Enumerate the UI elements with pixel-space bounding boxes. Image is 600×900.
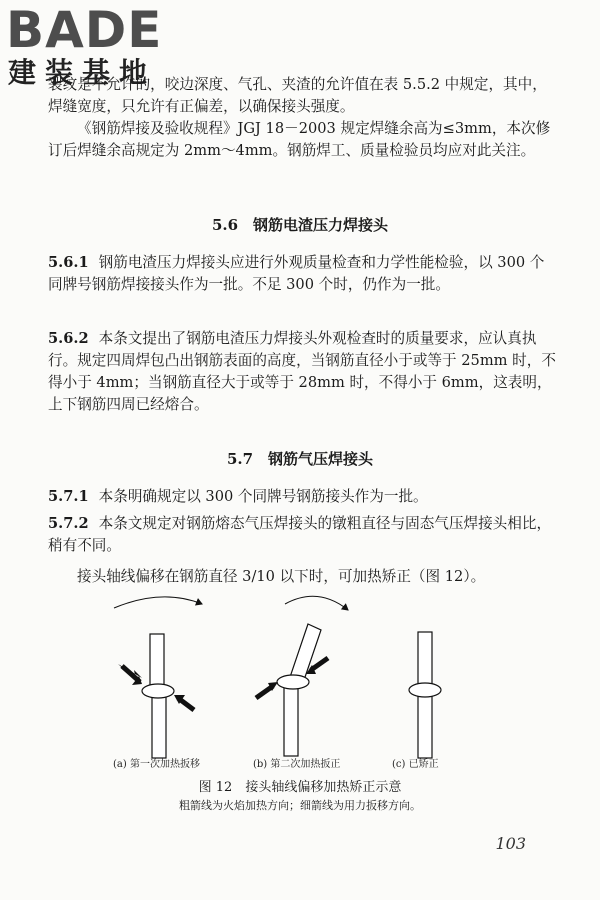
figure-title: 图 12 接头轴线偏移加热矫正示意 — [198, 780, 402, 795]
clause-code: 5.7.1 — [48, 488, 89, 505]
clause-code: 5.6.2 — [48, 330, 89, 347]
clause-code: 5.6.1 — [48, 254, 89, 271]
figure-caption-c: (c) 已矫正 — [392, 759, 439, 770]
section-heading-5-7: 5.7 钢筋气压焊接头 — [226, 450, 374, 468]
clause-text: 钢筋电渣压力焊接头应进行外观质量检查和力学性能检验，以 300 个同牌号钢筋焊接接头作为一批。不足 300 个时，仍作为一批。 — [48, 254, 545, 293]
rod-c — [409, 632, 441, 758]
figure-caption-a: (a) 第一次加热扳移 — [113, 759, 200, 770]
section-heading-5-6: 5.6 钢筋电渣压力焊接头 — [211, 216, 389, 234]
clause-5-6-2 — [48, 328, 556, 416]
figure-note: 粗箭线为火焰加热方向；细箭线为用力扳移方向。 — [179, 799, 421, 812]
paragraph-top-1: 裂纹是不允许的，咬边深度、气孔、夹渣的允许值在表 5.5.2 中规定，其中，焊缝宽度，只允许有正偏差，以确保接头强度。 — [48, 76, 547, 115]
logo-subtitle: 建装基地 — [8, 56, 157, 89]
clause-5-7-2 — [48, 513, 556, 557]
clause-text: 本条文规定对钢筋熔态气压焊接头的镦粗直径与固态气压焊接头相比，稍有不同。 — [48, 515, 552, 554]
figure-12-diagram — [90, 586, 510, 772]
clause-5-7-1 — [48, 486, 556, 508]
clause-text: 本条明确规定以 300 个同牌号钢筋接头作为一批。 — [98, 488, 428, 505]
paragraph-top-2: 《钢筋焊接及验收规程》JGJ 18－2003 规定焊缝余高为≤3mm，本次修订后焊缝余高规定为 2mm～4mm。钢筋焊工、质量检验员均应对此关注。 — [48, 120, 551, 159]
clause-5-6-1 — [48, 252, 556, 296]
logo-wordmark: BADE — [6, 1, 163, 59]
clause-code: 5.7.2 — [48, 515, 89, 532]
clause-text: 本条文提出了钢筋电渣压力焊接头外观检查时的质量要求，应认真执行。规定四周焊包凸出钢筋表面的高度，当钢筋直径小于或等于 25mm 时，不得小于 4mm；当钢筋直径大于或等于 28mm 时，不得小于 6mm，这表明，上下钢筋四周已经熔合。 — [48, 330, 556, 413]
clause-5-7-2-continued: 接头轴线偏移在钢筋直径 3/10 以下时，可加热矫正（图 12）。 — [77, 568, 486, 585]
figure-caption-b: (b) 第二次加热扳正 — [253, 759, 341, 770]
rod-b — [256, 596, 348, 756]
rod-a — [114, 597, 202, 758]
page-number: 103 — [495, 834, 526, 853]
